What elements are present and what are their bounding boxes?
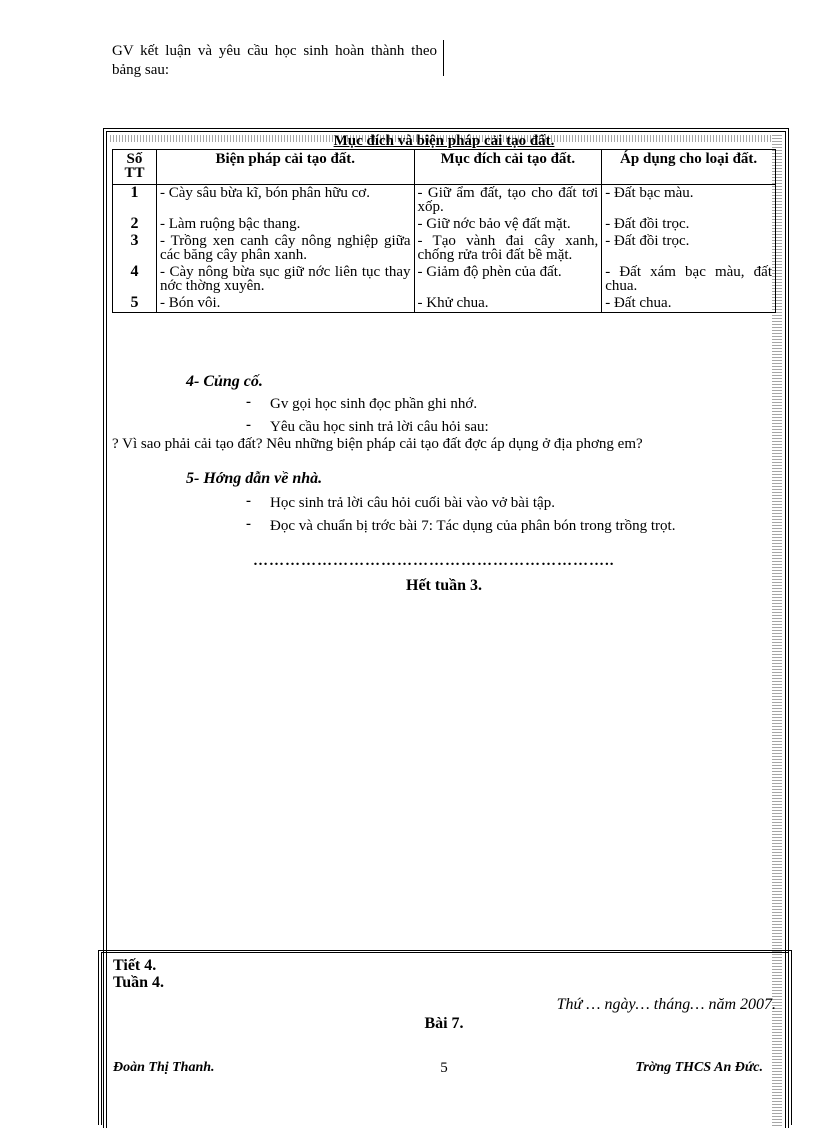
review-question: ? Vì sao phải cải tạo đất? Nêu những biện pháp cải tạo đất đợc áp dụng ở địa phơng em? [112, 436, 643, 452]
row-soil-type: - Đất chua. [602, 295, 776, 313]
week-end-title: Hết tuần 3. [406, 577, 482, 594]
intro-paragraph: GV kết luận và yêu cầu học sinh hoàn thành theo bảng sau: [112, 43, 437, 78]
lesson-frame [98, 950, 792, 1125]
table-row [113, 233, 776, 264]
col-header-purpose: Mục đích cải tạo đất. [414, 150, 602, 185]
row-number: 1 [113, 185, 157, 217]
table-header-row [113, 150, 776, 185]
table-row [113, 264, 776, 295]
bullet-dash: - [246, 394, 251, 410]
section-4-bullet [246, 394, 478, 413]
bullet-dash: - [246, 516, 251, 532]
row-measure: - Cày sâu bừa kĩ, bón phân hữu cơ. [156, 185, 414, 217]
row-soil-type: - Đất đồi trọc. [602, 233, 776, 264]
dotted-separator: ………………………………………………………….. [253, 553, 615, 569]
col-header-number: Số TT [113, 150, 157, 185]
row-purpose: - Giữ ẩm đất, tạo cho đất tơi xốp. [414, 185, 602, 217]
row-number: 5 [113, 295, 157, 313]
row-purpose: - Tạo vành đai cây xanh, chống rửa trôi đất bề mặt. [414, 233, 602, 264]
table-title: Mục đích và biện pháp cải tạo đất. [333, 133, 555, 149]
table-row [113, 295, 776, 313]
row-measure: - Cày nông bừa sục giữ nớc liên tục thay nớc thờng xuyên. [156, 264, 414, 295]
bullet-text: Gv gọi học sinh đọc phần ghi nhớ. [270, 396, 478, 412]
row-measure: - Trồng xen canh cây nông nghiệp giữa các băng cây phân xanh. [156, 233, 414, 264]
lesson-title: Bài 7. [424, 1015, 464, 1032]
page-number: 5 [440, 1060, 448, 1076]
row-number: 3 [113, 233, 157, 264]
footer-school: Trờng THCS An Đức. [635, 1060, 763, 1075]
soil-improvement-table [112, 149, 776, 313]
row-soil-type: - Đất xám bạc màu, đất chua. [602, 264, 776, 295]
bullet-text: Học sinh trả lời câu hỏi cuối bài vào vở bài tập. [270, 495, 555, 511]
footer-author: Đoàn Thị Thanh. [113, 1060, 215, 1075]
col-header-measure: Biện pháp cải tạo đất. [156, 150, 414, 185]
row-soil-type: - Đất đồi trọc. [602, 216, 776, 233]
row-number: 2 [113, 216, 157, 233]
section-4-heading: 4- Củng cố. [186, 373, 263, 390]
lesson-info [113, 957, 164, 991]
col-header-soil-type: Áp dụng cho loại đất. [602, 150, 776, 185]
section-5-bullet [246, 493, 555, 512]
row-purpose: - Giữ nớc bảo vệ đất mặt. [414, 216, 602, 233]
row-purpose: - Giảm độ phèn của đất. [414, 264, 602, 295]
table-row [113, 216, 776, 233]
bullet-dash: - [246, 493, 251, 509]
section-5-heading: 5- Hớng dẫn về nhà. [186, 470, 323, 487]
row-measure: - Làm ruộng bậc thang. [156, 216, 414, 233]
date-line: Thứ … ngày… tháng… năm 2007. [556, 996, 776, 1013]
intro-divider [443, 40, 444, 76]
row-number: 4 [113, 264, 157, 295]
bullet-text: Đọc và chuẩn bị trớc bài 7: Tác dụng của phân bón trong trồng trọt. [270, 518, 676, 534]
lesson-period: Tiết 4. [113, 957, 157, 974]
row-soil-type: - Đất bạc màu. [602, 185, 776, 217]
section-4-bullet [246, 417, 489, 436]
row-measure: - Bón vôi. [156, 295, 414, 313]
lesson-week: Tuần 4. [113, 974, 164, 991]
section-5-bullet [246, 516, 776, 535]
bullet-text: Yêu cầu học sinh trả lời câu hỏi sau: [270, 419, 489, 435]
table-row [113, 185, 776, 217]
bullet-dash: - [246, 417, 251, 433]
row-purpose: - Khử chua. [414, 295, 602, 313]
